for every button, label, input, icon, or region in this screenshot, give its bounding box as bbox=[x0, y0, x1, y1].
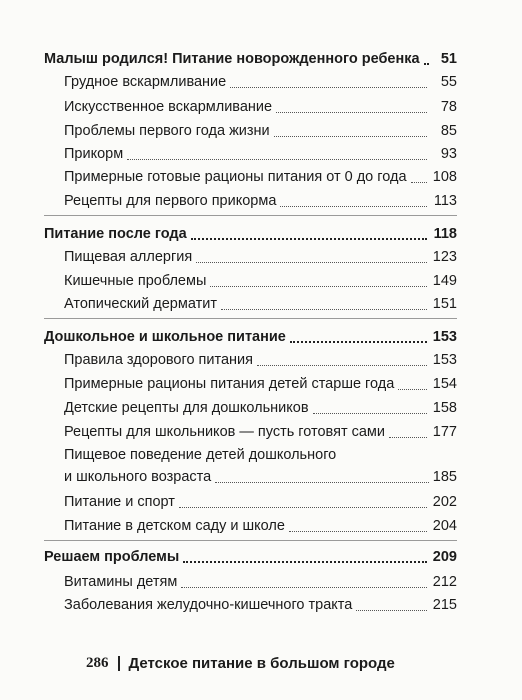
entry-title: Проблемы первого года жизни bbox=[64, 123, 270, 139]
divider bbox=[44, 215, 457, 216]
toc-entry bbox=[64, 518, 457, 535]
entry-title: Пищевая аллергия bbox=[64, 249, 193, 265]
section-title: Решаем проблемы bbox=[44, 549, 180, 565]
entry-page: 153 bbox=[432, 352, 457, 368]
entry-title: Питание и спорт bbox=[64, 494, 175, 510]
entry-title: Рецепты для школьников — пусть готовят сами bbox=[64, 424, 386, 440]
leader-dots bbox=[210, 286, 427, 287]
entry-page: 204 bbox=[432, 518, 457, 534]
entry-page: 113 bbox=[433, 193, 457, 209]
toc-entry bbox=[64, 169, 457, 186]
toc-entry bbox=[64, 447, 457, 487]
leader-dots bbox=[230, 87, 427, 88]
toc-section bbox=[44, 329, 457, 346]
section-page: 153 bbox=[432, 329, 457, 345]
leader-dots bbox=[274, 136, 427, 137]
entry-page: 215 bbox=[432, 597, 457, 613]
footer-separator bbox=[118, 656, 120, 671]
leader-dots bbox=[276, 112, 427, 113]
toc-entry bbox=[64, 352, 457, 369]
entry-page: 85 bbox=[440, 123, 457, 139]
section-title: Дошкольное и школьное питание bbox=[44, 329, 286, 345]
toc-entry bbox=[64, 376, 457, 393]
entry-title: Детские рецепты для дошкольников bbox=[64, 400, 309, 416]
entry-page: 55 bbox=[440, 74, 457, 90]
toc-section bbox=[44, 226, 457, 243]
leader-dots bbox=[389, 437, 427, 438]
entry-title: Искусственное вскармливание bbox=[64, 99, 273, 115]
toc-entry bbox=[64, 424, 457, 441]
section-page: 118 bbox=[433, 226, 457, 242]
leader-dots bbox=[183, 561, 427, 563]
leader-dots bbox=[289, 531, 427, 532]
entry-page: 108 bbox=[432, 169, 457, 185]
toc-entry bbox=[64, 574, 457, 591]
toc-entry bbox=[64, 99, 457, 116]
toc-entry bbox=[64, 74, 457, 91]
leader-dots bbox=[424, 63, 427, 65]
toc-entry bbox=[64, 597, 457, 614]
leader-dots bbox=[127, 159, 427, 160]
toc-section bbox=[44, 549, 457, 566]
entry-title: Примерные рационы питания детей старше года bbox=[64, 376, 395, 392]
entry-title: Атопический дерматит bbox=[64, 296, 217, 312]
toc-entry bbox=[64, 494, 457, 511]
entry-page: 177 bbox=[432, 424, 457, 440]
leader-dots bbox=[179, 507, 427, 508]
toc-entry bbox=[64, 273, 457, 290]
section-page: 51 bbox=[440, 51, 457, 67]
leader-dots bbox=[290, 341, 427, 343]
page-footer bbox=[86, 655, 395, 672]
entry-page: 202 bbox=[432, 494, 457, 510]
entry-page: 93 bbox=[440, 146, 457, 162]
entry-title: Заболевания желудочно-кишечного тракта bbox=[64, 597, 353, 613]
leader-dots bbox=[196, 262, 427, 263]
page-number: 286 bbox=[86, 655, 109, 671]
toc-entry bbox=[64, 400, 457, 417]
leader-dots bbox=[280, 206, 427, 207]
leader-dots bbox=[181, 587, 427, 588]
leader-dots bbox=[398, 389, 427, 390]
divider bbox=[44, 540, 457, 541]
entry-title-line2: и школьного возраста bbox=[64, 469, 212, 485]
toc-section bbox=[44, 51, 457, 68]
entry-title: Питание в детском саду и школе bbox=[64, 518, 285, 534]
entry-title: Прикорм bbox=[64, 146, 124, 162]
leader-dots bbox=[191, 238, 427, 240]
toc-entry bbox=[64, 249, 457, 266]
entry-title: Рецепты для первого прикорма bbox=[64, 193, 277, 209]
section-page: 209 bbox=[432, 549, 457, 565]
leader-dots bbox=[356, 610, 427, 611]
entry-page: 212 bbox=[432, 574, 457, 590]
leader-dots bbox=[215, 482, 429, 483]
section-title: Малыш родился! Питание новорожденного ребенка bbox=[44, 51, 420, 67]
entry-title: Правила здорового питания bbox=[64, 352, 254, 368]
leader-dots bbox=[221, 309, 427, 310]
entry-page: 158 bbox=[432, 400, 457, 416]
entry-title: Витамины детям bbox=[64, 574, 178, 590]
leader-dots bbox=[411, 182, 427, 183]
toc-entry bbox=[64, 146, 457, 163]
entry-page: 151 bbox=[432, 296, 457, 312]
entry-page: 154 bbox=[432, 376, 457, 392]
entry-title: Примерные готовые рационы питания от 0 до года bbox=[64, 169, 407, 185]
toc-entry bbox=[64, 123, 457, 140]
entry-page: 185 bbox=[432, 469, 457, 485]
book-title: Детское питание в большом городе bbox=[128, 655, 395, 672]
leader-dots bbox=[313, 413, 427, 414]
toc-entry bbox=[64, 193, 457, 210]
toc-entry bbox=[64, 296, 457, 313]
entry-title: Кишечные проблемы bbox=[64, 273, 207, 289]
entry-title: Грудное вскармливание bbox=[64, 74, 227, 90]
divider bbox=[44, 318, 457, 319]
section-title: Питание после года bbox=[44, 226, 187, 242]
entry-page: 149 bbox=[432, 273, 457, 289]
leader-dots bbox=[257, 365, 427, 366]
entry-page: 123 bbox=[432, 249, 457, 265]
entry-title-line1: Пищевое поведение детей дошкольного bbox=[64, 447, 337, 463]
entry-page: 78 bbox=[440, 99, 457, 115]
